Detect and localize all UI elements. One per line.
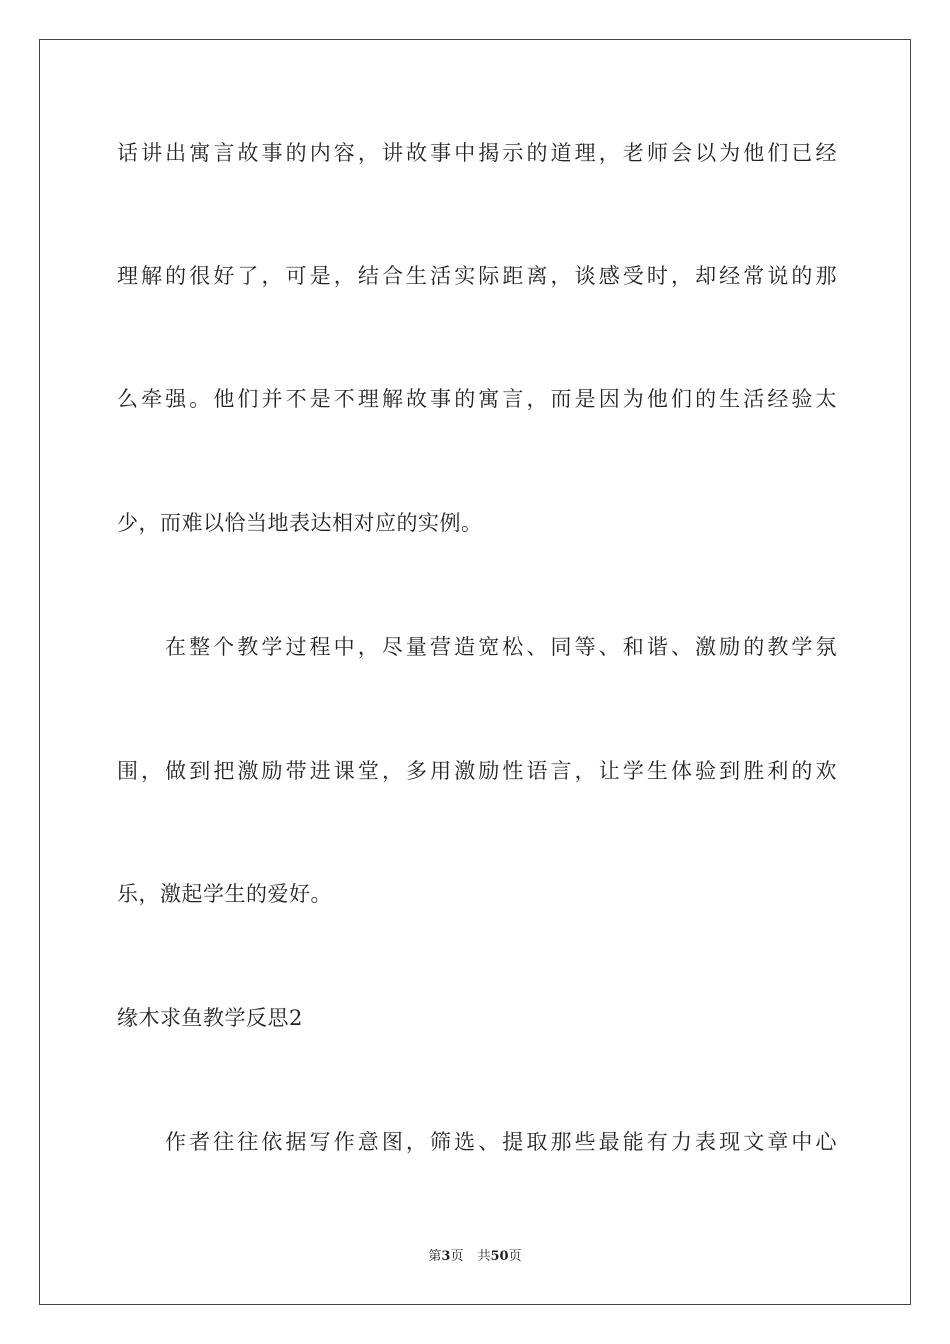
page-suffix: 页 xyxy=(450,1249,464,1264)
paragraph-line: 围，做到把激励带进课堂，多用激励性语言，让学生体验到胜利的欢 xyxy=(117,759,837,783)
page-border xyxy=(39,39,911,1305)
paragraph-line: 作者往往依据写作意图，筛选、提取那些最能有力表现文章中心 xyxy=(165,1130,837,1154)
paragraph-line: 在整个教学过程中，尽量营造宽松、同等、和谐、激励的教学氛 xyxy=(165,635,837,659)
paragraph-line: 话讲出寓言故事的内容，讲故事中揭示的道理，老师会以为他们已经 xyxy=(117,141,837,165)
page-footer xyxy=(0,1248,950,1266)
total-suffix: 页 xyxy=(508,1249,522,1264)
paragraph-line: 乐，激起学生的爱好。 xyxy=(117,882,332,906)
paragraph-line: 理解的很好了，可是，结合生活实际距离，谈感受时，却经常说的那 xyxy=(117,264,837,288)
page-number: 3 xyxy=(441,1249,451,1264)
total-pages: 50 xyxy=(490,1249,509,1264)
paragraph-line: 少，而难以恰当地表达相对应的实例。 xyxy=(117,511,483,535)
page-prefix: 第 xyxy=(428,1249,442,1264)
paragraph-line: 么牵强。他们并不是不理解故事的寓言，而是因为他们的生活经验太 xyxy=(117,387,837,411)
section-heading: 缘木求鱼教学反思2 xyxy=(117,1006,303,1030)
total-prefix: 共 xyxy=(477,1249,491,1264)
